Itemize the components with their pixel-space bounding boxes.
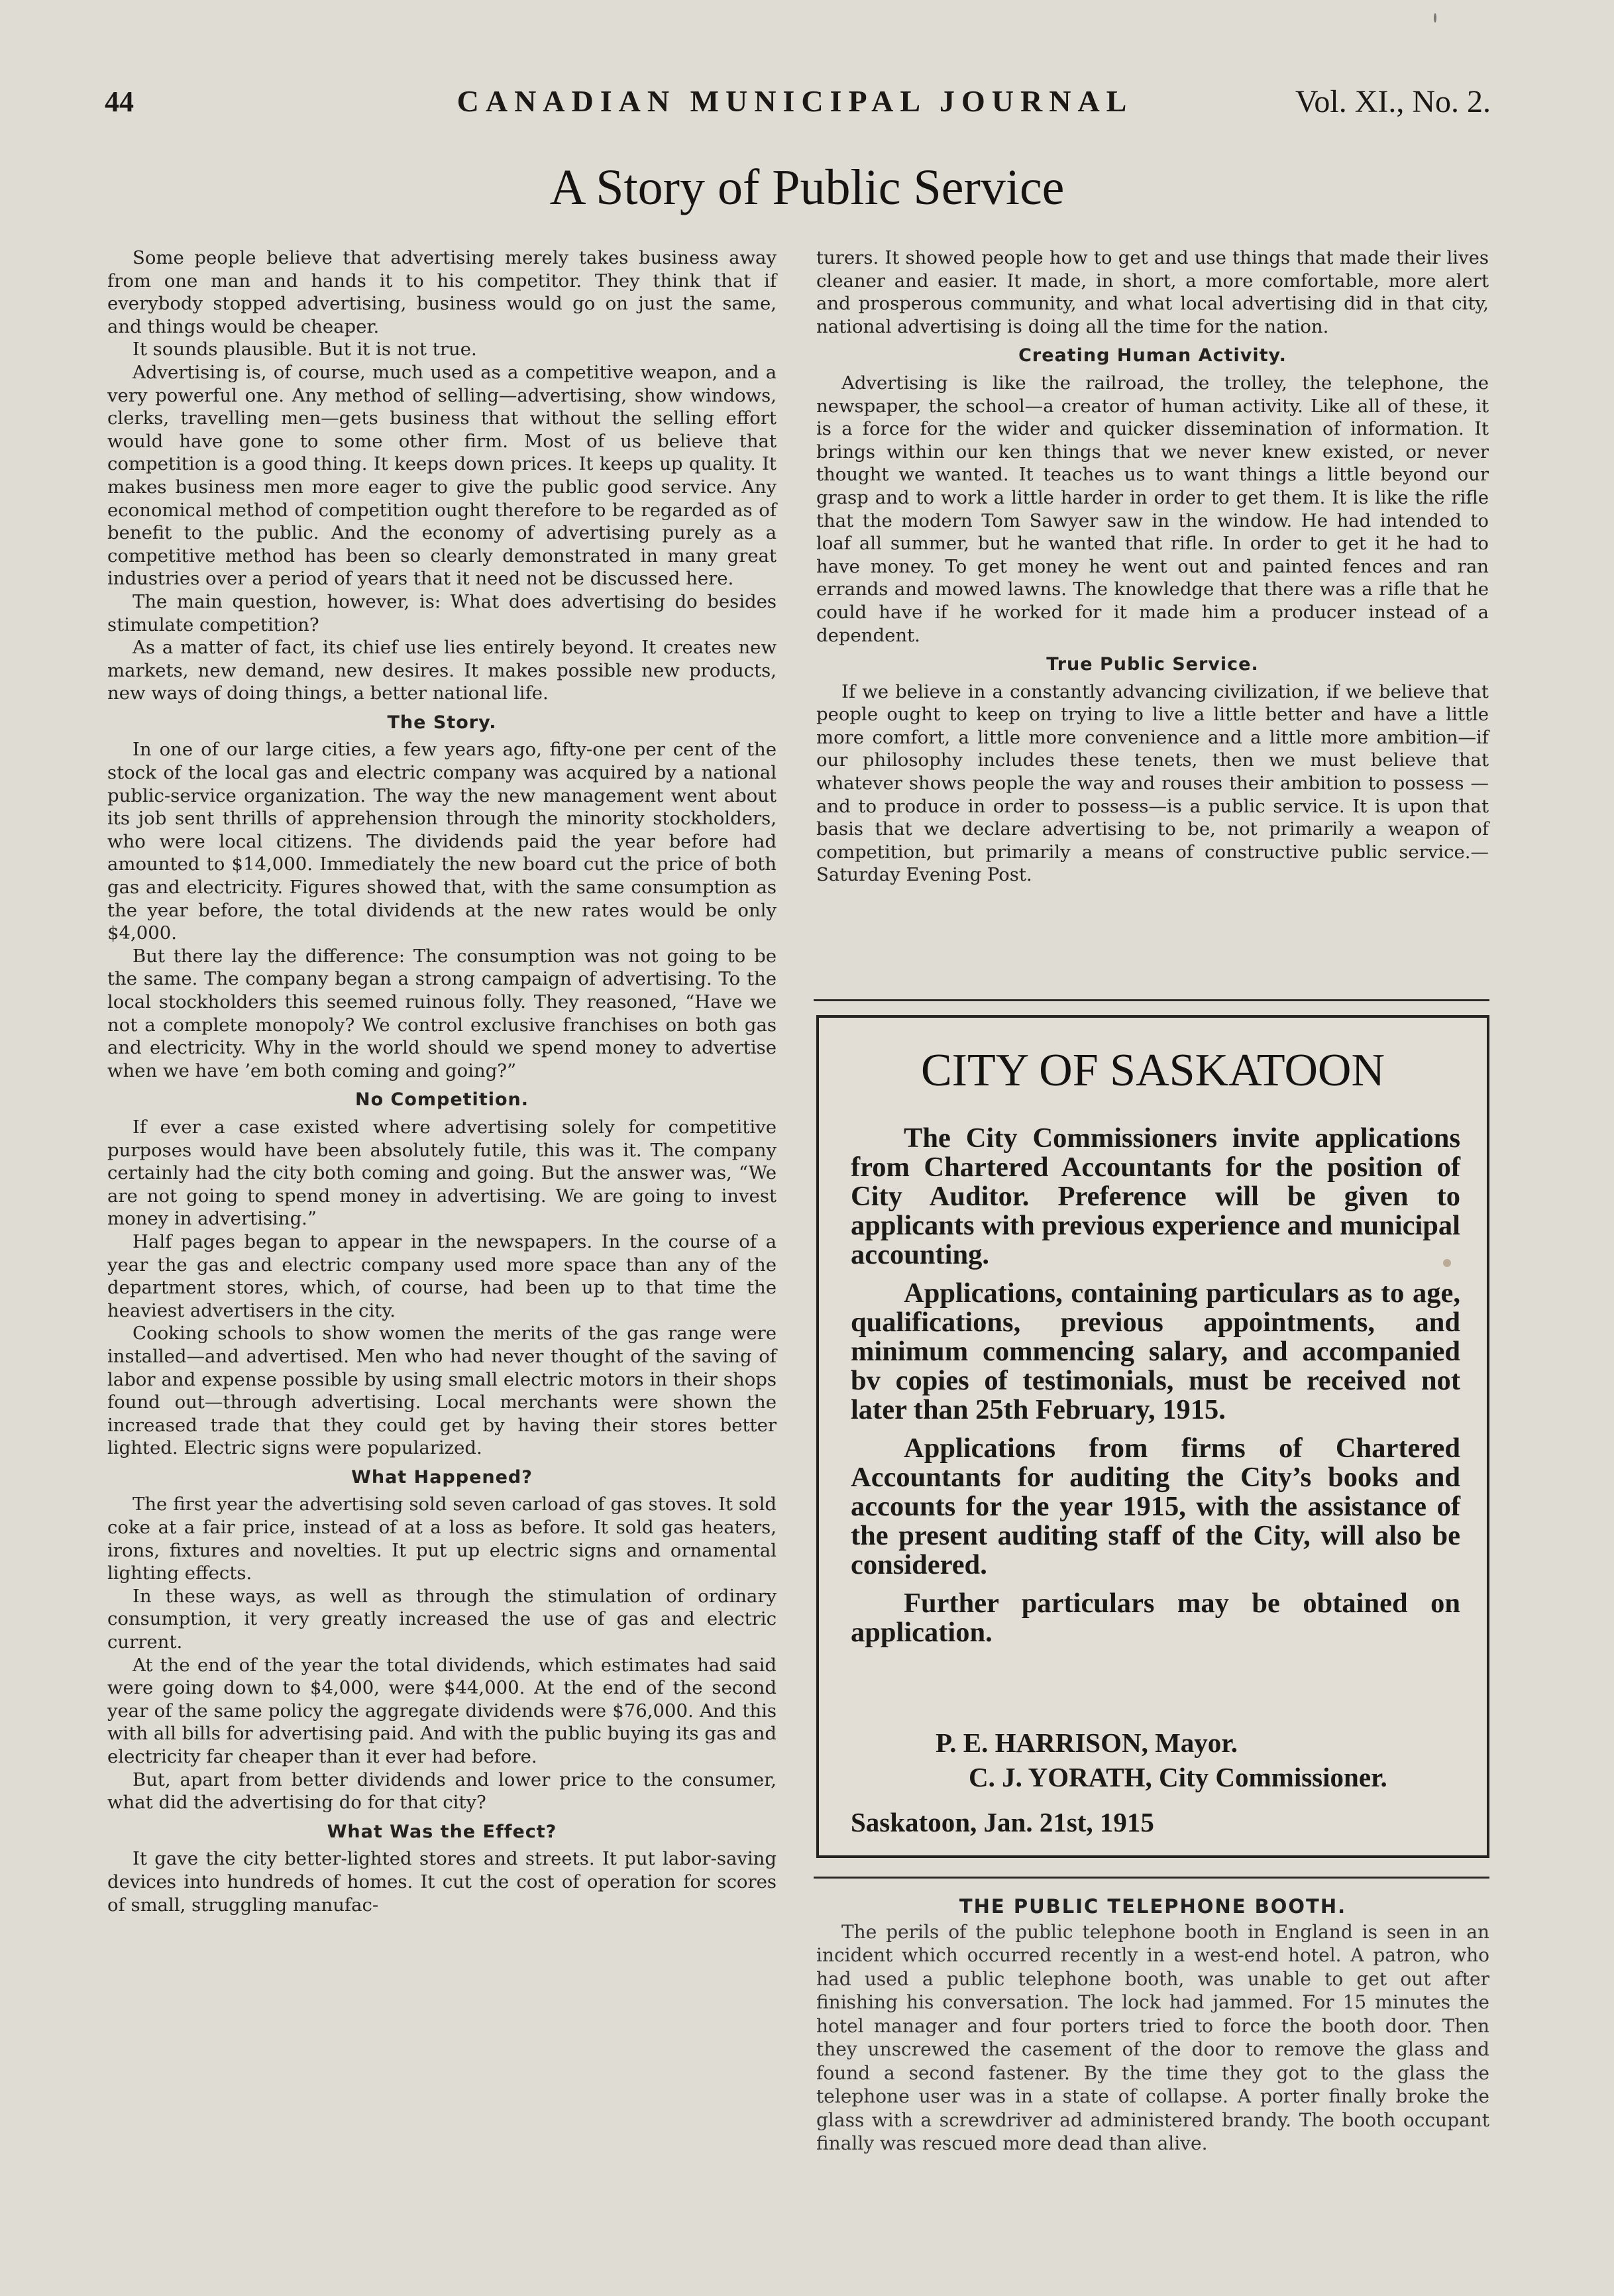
booth-text: The perils of the public telephone booth in England is seen in an incident which occurred recently in a west-end hotel. A patron, who had used a public telephone booth, was unable to get out after finishing his conversation. The lock had jammed. For 15 minutes the hotel manager and four porters tried to force the booth door. Then they unscrewed the casement of the door to remove the glass and found a second fastener. By the time they got to the glass the telephone user was in a state of collapse. A porter finally broke the glass with a screwdriver ad administered brandy. The booth occupant finally was rescued more dead than alive. bbox=[816, 1920, 1489, 2154]
ad-paragraph: Further particulars may be obtained on application. bbox=[851, 1588, 1460, 1648]
section-heading: What Happened? bbox=[351, 1466, 533, 1488]
ad-paragraph: Applications from firms of Chartered Accountants for auditing the City’s books and accounts for the year 1915, with the assistance of the present auditing staff of the City, will also be considered. bbox=[851, 1433, 1460, 1580]
article-paragraph: In these ways, as well as through the stimulation of ordinary consumption, it very greatly increased the use of gas and electric current. bbox=[107, 1585, 777, 1653]
saskatoon-advertisement bbox=[816, 1015, 1489, 1858]
article-paragraph: Advertising is like the railroad, the trolley, the telephone, the newspaper, the school—a creator of human activity. Like all of these, it is a force for the wider and quicker dissemination of information. It brings within our ken things that we never knew existed, or never thought we wanted. It teaches us to want things a little beyond our grasp and to work a little harder in order to get them. It is like the rifle that the modern Tom Sawyer saw in the window. He had intended to loaf all summer, but he wanted that rifle. In order to get it he had to have money. To get money he went out and painted fences and ran errands and mowed lawns. The knowledge that there was a rifle that he could have if he worked for it made him a producer instead of a dependent. bbox=[816, 372, 1489, 646]
article-paragraph: Half pages began to appear in the newspapers. In the course of a year the gas and electric company used more space than any of the department stores, which, of course, had been up to that time the heaviest advertisers in the city. bbox=[107, 1230, 777, 1321]
article-paragraph: turers. It showed people how to get and use things that made their lives cleaner and easier. It made, in short, a more comfortable, more alert and prosperous community, and what local advertising did in that city, national advertising is doing all the time for the nation. bbox=[816, 247, 1489, 337]
section-heading: Creating Human Activity. bbox=[1018, 345, 1287, 366]
article-paragraph: At the end of the year the total dividends, which estimates had said were going down to $4,000, were $44,000. At the end of the second year of the same policy the aggregate dividends were $76,000. And this with all bills for advertising paid. And with the public buying its gas and electricity far cheaper than it ever had before. bbox=[107, 1654, 777, 1767]
ad-title: CITY OF SASKATOON bbox=[920, 1045, 1385, 1096]
telephone-booth-article bbox=[816, 1895, 1489, 2156]
article-paragraph: Some people believe that advertising merely takes business away from one man and hands it to his competitor. They think that if everybody stopped advertising, business would go on just the same, and things would be cheaper. bbox=[107, 247, 777, 337]
article-paragraph: As a matter of fact, its chief use lies entirely beyond. It creates new markets, new demand, new desires. It makes possible new products, new ways of doing things, a better national life. bbox=[107, 637, 777, 704]
ad-body bbox=[851, 1124, 1460, 1657]
signature-mayor: P. E. HARRISON, Mayor. bbox=[936, 1727, 1238, 1758]
journal-name: CANADIAN MUNICIPAL JOURNAL bbox=[457, 84, 1134, 118]
booth-title: THE PUBLIC TELEPHONE BOOTH. bbox=[959, 1895, 1347, 1918]
paper-speck bbox=[1443, 1259, 1451, 1267]
volume-number: Vol. XI., No. 2. bbox=[1295, 84, 1491, 119]
section-heading: What Was the Effect? bbox=[327, 1821, 557, 1842]
article-paragraph: It gave the city better-lighted stores and streets. It put labor-saving devices into hundreds of homes. It cut the cost of operation for scores of small, struggling manufac- bbox=[107, 1848, 777, 1916]
article-paragraph: It sounds plausible. But it is not true. bbox=[133, 339, 477, 360]
article-paragraph: In one of our large cities, a few years ago, fifty-one per cent of the stock of the local gas and electric company was acquired by a national public-service organization. The way the new management went about its job sent thrills of apprehension through the minority stockholders, who were local citizens. The dividends paid the year before had amounted to $14,000. Immediately the new board cut the price of both gas and electricity. Figures showed that, with the same consumption as the year before, the total dividends at the new rates would be only $4,000. bbox=[107, 739, 777, 944]
section-heading: The Story. bbox=[387, 712, 497, 733]
paper-speck bbox=[1434, 13, 1436, 23]
article-paragraph: If ever a case existed where advertising solely for competitive purposes would have been absolutely futile, this was it. The company certainly had the city both coming and going. But the answer was, “We are not going to spend money in advertising. We are going to invest money in advertising.” bbox=[107, 1116, 777, 1230]
section-heading: True Public Service. bbox=[1046, 654, 1259, 675]
article-paragraph: Cooking schools to show women the merits of the gas range were installed—and advertised. Men who had never thought of the saving of labor and expense possible by using small electric motors in their shops found out—through advertising. Local merchants were shown the increased trade that they could get by having their stores better lighted. Electric signs were popularized. bbox=[107, 1323, 777, 1459]
ad-paragraph: The City Commissioners invite applications from Chartered Accountants for the position of City Auditor. Preference will be given to applicants with previous experience and municipal accounting. bbox=[851, 1122, 1460, 1270]
article-paragraph: But there lay the difference: The consumption was not going to be the same. The company began a strong campaign of advertising. To the local stockholders this seemed ruinous folly. They reasoned, “Have we not a complete monopoly? We control exclusive franchises on both gas and electricity. Why in the world should we spend money to advertise when we have ’em both coming and going?” bbox=[107, 945, 777, 1081]
ad-place-date: Saskatoon, Jan. 21st, 1915 bbox=[851, 1807, 1154, 1837]
article-title: A Story of Public Service bbox=[549, 160, 1065, 215]
page-number: 44 bbox=[105, 85, 134, 118]
article-left-column bbox=[107, 246, 777, 1916]
page-header bbox=[99, 78, 1491, 125]
divider-top bbox=[814, 999, 1489, 1001]
article-right-column bbox=[816, 246, 1489, 887]
signature-commissioner: C. J. YORATH, City Commissioner. bbox=[969, 1762, 1387, 1792]
article-paragraph: Advertising is, of course, much used as a competitive weapon, and a very powerful one. Any method of selling—advertising, show windows, clerks, travelling men—gets business that without the selling effort would have gone to some other firm. Most of us believe that competition is a good thing. It keeps down prices. It keeps up quality. It makes business men more eager to give the public good service. Any economical method of competition ought therefore to be regarded as of benefit to the public. And the economy of advertising purely as a competitive method has been so clearly demonstrated in many great industries over a period of years that it need not be discussed here. bbox=[107, 361, 777, 590]
divider-bottom bbox=[814, 1877, 1489, 1879]
ad-paragraph: Applications, containing particulars as to age, qualifications, previous appointments, and minimum commencing salary, and accompanied bv copies of testimonials, must be received not later than 25th February, 1915. bbox=[851, 1278, 1460, 1425]
article-paragraph: The first year the advertising sold seven carload of gas stoves. It sold coke at a fair price, instead of at a loss as before. It sold gas heaters, irons, fixtures and novelties. It put up electric signs and ornamental lighting effects. bbox=[107, 1494, 777, 1584]
article-paragraph: But, apart from better dividends and lower price to the consumer, what did the advertising do for that city? bbox=[107, 1769, 777, 1814]
article-paragraph: If we believe in a constantly advancing civilization, if we believe that people ought to keep on trying to live a little better and have a little more comfort, a little more convenience and a little more ambition—if our philosophy includes these tenets, then we must believe that whatever shows people the way and rouses their ambition to possess —and to produce in order to possess—is a public service. It is upon that basis that we declare advertising to be, not primarily a weapon of competition, but primarily a means of constructive public service.—Saturday Evening Post. bbox=[816, 681, 1489, 886]
article-paragraph: The main question, however, is: What does advertising do besides stimulate competition? bbox=[107, 590, 777, 635]
section-heading: No Competition. bbox=[354, 1089, 529, 1111]
